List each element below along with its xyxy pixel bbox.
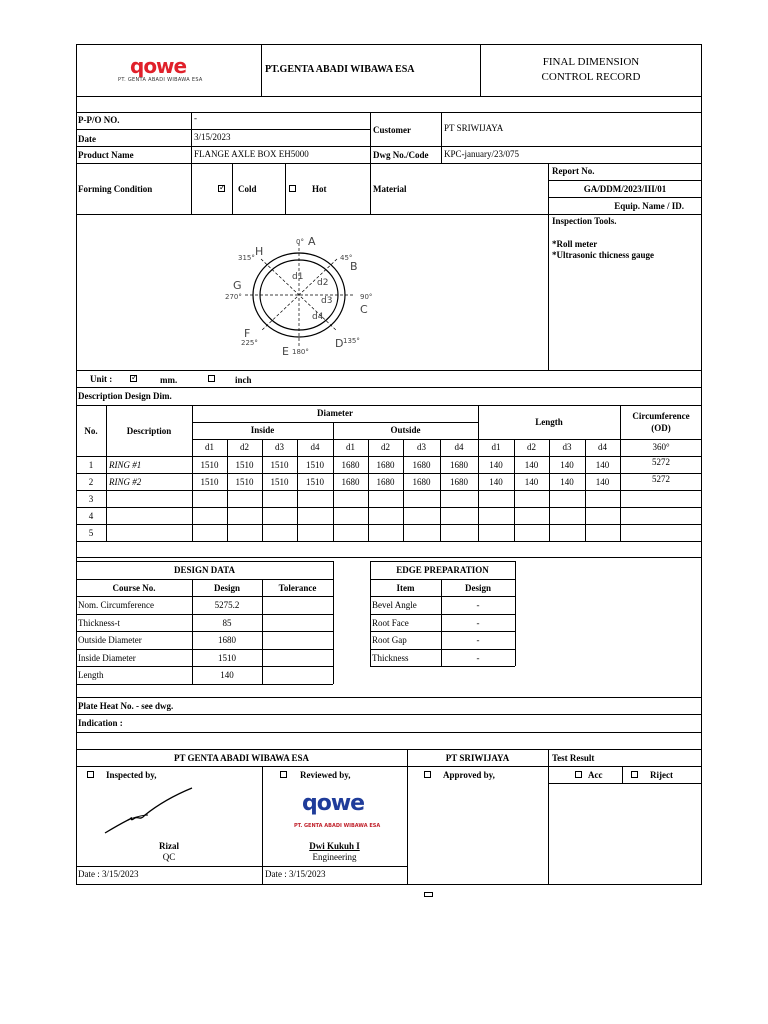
sub-header-9: d2 [527, 442, 536, 452]
doc-title-1: FINAL DIMENSION [542, 56, 640, 68]
row-cell: 1510 [235, 460, 254, 470]
row-cell: 140 [524, 460, 539, 470]
row-cell: 1680 [450, 477, 468, 487]
design-row-key: Outside Diameter [78, 635, 142, 645]
design-row-value: 140 [220, 670, 234, 680]
diameter-header: Diameter [317, 408, 353, 418]
design-col-header: Design [213, 582, 240, 593]
company-stamp: qowe PT. GENTA ABADI WIBAWA ESA [294, 791, 381, 829]
test-result-label: Test Result [552, 753, 595, 763]
point-g-label: G [233, 279, 242, 292]
tool-1: *Roll meter [552, 239, 598, 249]
point-b-label: B [350, 260, 358, 273]
inspector-signature [100, 785, 200, 840]
edge-row-value: - [476, 652, 480, 663]
unit-label: Unit : [90, 374, 113, 384]
edge-row-key: Thickness [372, 652, 409, 663]
row-no: 5 [88, 528, 94, 538]
reviewed-checkbox[interactable] [280, 771, 287, 778]
sign-customer: PT SRIWIJAYA [445, 753, 510, 763]
design-row-value: 1680 [218, 635, 236, 645]
doc-title-2: CONTROL RECORD [541, 71, 641, 83]
hot-label: Hot [312, 184, 327, 194]
edge-row-key: Bevel Angle [372, 600, 417, 610]
inspector-name: Rizal [159, 841, 179, 851]
edge-row-value: - [476, 635, 480, 645]
row-cell: 5272 [652, 457, 670, 467]
row-cell: 1680 [341, 460, 360, 470]
inch-label: inch [235, 375, 252, 385]
row-cell: 140 [595, 477, 610, 487]
acc-checkbox[interactable] [575, 771, 582, 778]
report-value: GA/DDM/2023/III/01 [583, 184, 667, 194]
circ-header: Circumference [632, 411, 690, 421]
edge-row-key: Root Face [372, 617, 409, 628]
date-label: Date [78, 134, 96, 144]
inch-checkbox[interactable] [208, 375, 215, 382]
po-label: P-P/O NO. [78, 115, 120, 125]
point-h-label: H [255, 245, 264, 258]
customer-value: PT SRIWIJAYA [444, 123, 504, 133]
reject-label: Riject [650, 770, 673, 780]
approved-checkbox[interactable] [424, 771, 431, 778]
d4-label: d4 [312, 312, 324, 322]
angle-315: 315° [238, 254, 255, 262]
point-c-label: C [360, 303, 368, 316]
tools-label: Inspection Tools. [552, 216, 617, 226]
row-cell: 1680 [376, 477, 395, 487]
row-cell: 140 [560, 477, 574, 487]
edge-row-value: - [476, 600, 480, 610]
design-col-header: Tolerance [278, 582, 317, 593]
equip-label: Equip. Name / ID. [614, 201, 684, 211]
plate-heat-note: Plate Heat No. - see dwg. [78, 701, 174, 711]
forming-label: Forming Condition [78, 184, 153, 194]
sub-header-0: d1 [205, 442, 214, 452]
reviewer-role: Engineering [312, 852, 357, 862]
dwg-label: Dwg No./Code [373, 150, 429, 160]
angle-45: 45° [340, 254, 353, 262]
inspector-role: QC [162, 852, 176, 862]
edge-col-header: Item [396, 582, 415, 593]
mm-label: mm. [160, 375, 178, 385]
col-no-header: No. [84, 426, 98, 436]
circ-od-header: (OD) [651, 423, 671, 433]
sub-header-8: d1 [491, 442, 501, 452]
row-cell: 5272 [652, 474, 670, 484]
row-cell: 140 [560, 460, 574, 470]
row-cell: 1680 [450, 460, 468, 470]
material-label: Material [373, 184, 407, 194]
date-reviewed: Date : 3/15/2023 [265, 869, 326, 879]
angle-0: 0° [296, 238, 304, 246]
reviewed-label: Reviewed by, [300, 770, 351, 780]
row-cell: 1680 [341, 477, 360, 487]
row-cell: 140 [489, 460, 503, 470]
sub-header-2: d3 [275, 442, 284, 452]
row-cell: 1510 [200, 477, 219, 487]
design-row-key: Thickness-t [78, 617, 120, 628]
row-cell: 1510 [270, 477, 289, 487]
design-row-value: 5275.2 [214, 600, 240, 610]
sub-header-12: 360° [652, 442, 670, 452]
indication-note: Indication : [78, 718, 123, 728]
angle-180: 180° [292, 348, 309, 356]
point-f-label: F [244, 327, 251, 340]
product-value: FLANGE AXLE BOX EH5000 [194, 149, 309, 159]
approved-label: Approved by, [443, 770, 495, 780]
company-logo: qowe PT. GENTA ABADI WIBAWA ESA [118, 54, 203, 83]
angle-270: 270° [225, 293, 242, 301]
row-cell: 1510 [306, 460, 324, 470]
design-row-value: 85 [222, 617, 232, 628]
cold-label: Cold [238, 184, 257, 194]
date-value: 3/15/2023 [194, 132, 231, 142]
col-desc-header: Description [126, 426, 172, 436]
dwg-value: KPC-january/23/075 [444, 149, 519, 159]
row-desc: RING #2 [109, 477, 142, 487]
row-cell: 1510 [200, 460, 219, 470]
row-cell: 1680 [376, 460, 395, 470]
point-d-label: D [335, 337, 344, 350]
sub-header-1: d2 [240, 442, 249, 452]
d3-label: d3 [321, 296, 333, 306]
hot-checkbox[interactable] [289, 185, 296, 192]
row-cell: 1680 [412, 477, 431, 487]
footer-checkbox[interactable] [424, 892, 433, 897]
inspected-checkbox[interactable] [87, 771, 94, 778]
dim-section-title: Description Design Dim. [78, 391, 172, 401]
point-a-label: A [308, 235, 316, 248]
customer-label: Customer [373, 125, 411, 135]
tool-2: *Ultrasonic thicness gauge [552, 250, 654, 260]
angle-135: 135° [343, 337, 360, 345]
row-cell: 1510 [235, 477, 254, 487]
row-no: 2 [88, 477, 94, 487]
row-desc: RING #1 [109, 460, 142, 470]
cold-checkbox[interactable] [218, 185, 225, 192]
row-no: 3 [88, 494, 94, 504]
row-cell: 140 [524, 477, 539, 487]
d1-label: d1 [292, 272, 304, 282]
row-no: 1 [88, 460, 94, 470]
inspected-label: Inspected by, [106, 770, 157, 780]
d2-label: d2 [317, 278, 329, 288]
design-row-key: Length [78, 670, 104, 680]
point-e-label: E [282, 345, 289, 358]
row-no: 4 [88, 511, 94, 521]
length-header: Length [535, 417, 563, 427]
sign-company: PT GENTA ABADI WIBAWA ESA [173, 753, 310, 763]
sub-header-5: d2 [381, 442, 390, 452]
angle-90: 90° [360, 293, 373, 301]
design-row-value: 1510 [218, 652, 236, 663]
edge-row-value: - [476, 617, 480, 628]
design-row-key: Nom. Circumference [78, 600, 154, 610]
reviewer-name: Dwi Kukuh I [309, 841, 360, 851]
sub-header-4: d1 [346, 442, 355, 452]
reject-checkbox[interactable] [631, 771, 638, 778]
company-name: PT.GENTA ABADI WIBAWA ESA [265, 64, 415, 75]
row-cell: 1510 [306, 477, 324, 487]
design-col-header: Course No. [112, 582, 156, 593]
sub-header-11: d4 [598, 442, 607, 452]
product-label: Product Name [78, 150, 134, 160]
row-cell: 1680 [412, 460, 431, 470]
po-value: - [194, 113, 197, 123]
sub-header-10: d3 [562, 442, 572, 452]
edge-col-header: Design [464, 582, 491, 593]
report-label: Report No. [552, 166, 595, 176]
design-row-key: Inside Diameter [78, 652, 136, 663]
edge-prep-title: EDGE PREPARATION [396, 565, 489, 575]
row-cell: 140 [595, 460, 610, 470]
edge-row-key: Root Gap [372, 635, 407, 645]
acc-label: Acc [588, 770, 603, 780]
ring-diagram [215, 225, 385, 365]
date-inspected: Date : 3/15/2023 [78, 869, 139, 879]
sub-header-7: d4 [454, 442, 464, 452]
outside-header: Outside [390, 425, 421, 435]
row-cell: 1510 [270, 460, 289, 470]
row-cell: 140 [489, 477, 503, 487]
mm-checkbox[interactable] [130, 375, 137, 382]
inside-header: Inside [250, 425, 275, 435]
sub-header-3: d4 [310, 442, 320, 452]
design-data-title: DESIGN DATA [174, 565, 235, 575]
sub-header-6: d3 [417, 442, 426, 452]
angle-225: 225° [241, 339, 258, 347]
